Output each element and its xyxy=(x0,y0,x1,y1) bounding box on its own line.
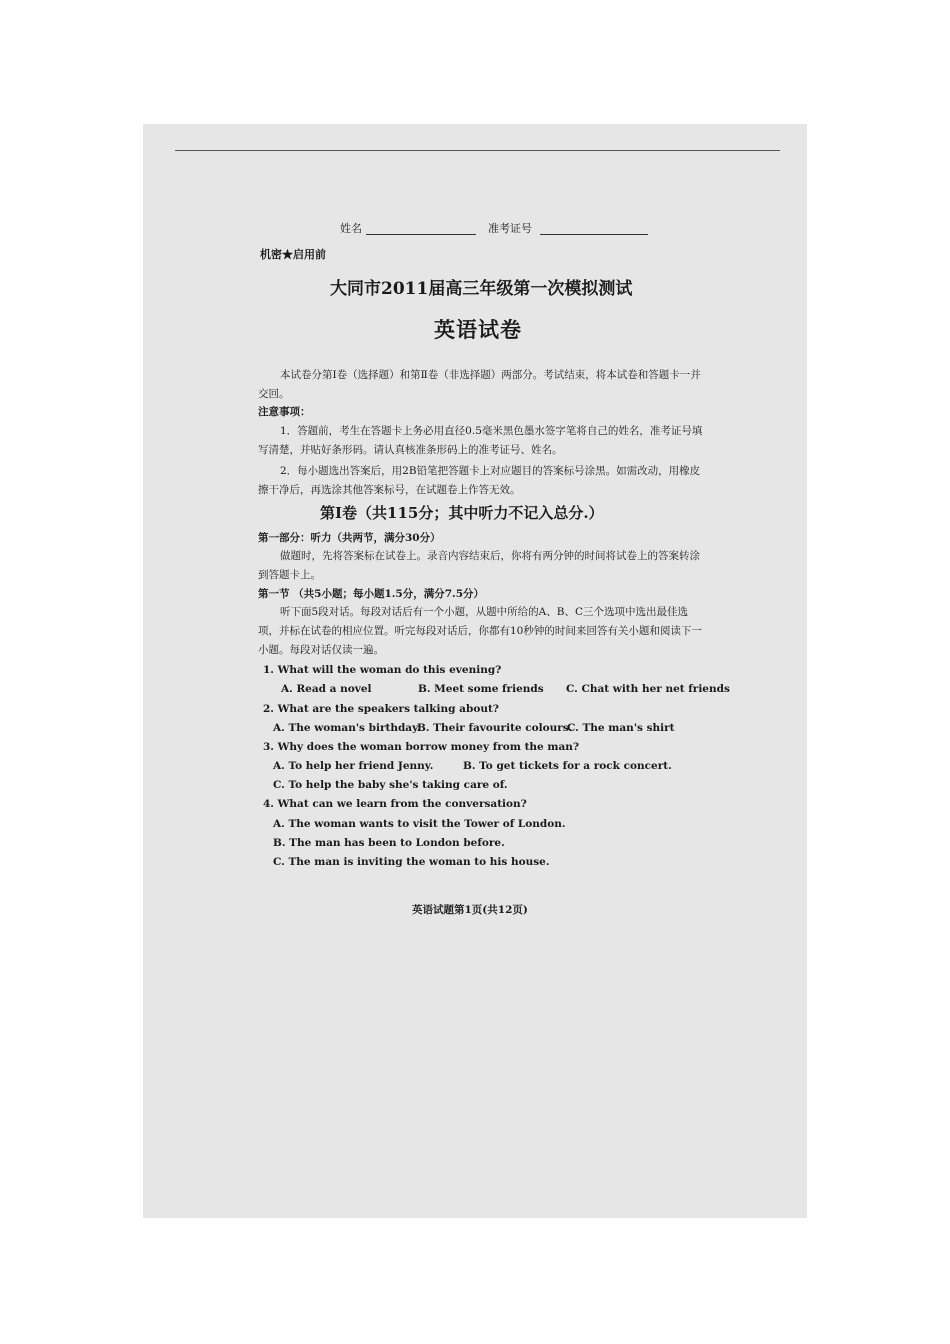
section-instruction: 听下面5段对话。每段对话后有一个小题，从题中所给的A、B、C三个选项中选出最佳选项，并标在试卷的相应位置。听完每段对话后，你都有10秒钟的时间来回答有关小题和阅读下一小题。每段对话仅读一遍。 xyxy=(258,606,702,656)
note-item: 1．答题前，考生在答题卡上务必用直径0.5毫米黑色墨水签字笔将自己的姓名，准考证号填写清楚，并贴好条形码。请认真核准条形码上的准考证号、姓名。 xyxy=(258,425,703,456)
option-c: C. The man is inviting the woman to his house. xyxy=(273,856,550,868)
name-label: 姓名 xyxy=(340,222,362,235)
exam-number-label: 准考证号 xyxy=(488,222,532,235)
section-heading: 第一节 （共5小题；每小题1.5分，满分7.5分） xyxy=(258,588,484,600)
question-text: 3. Why does the woman borrow money from the man? xyxy=(263,741,580,753)
option-c: C. Chat with her net friends xyxy=(566,683,730,695)
part-instruction: 做题时，先将答案标在试卷上。录音内容结束后，你将有两分钟的时间将试卷上的答案转涂到答题卡上。 xyxy=(258,550,700,581)
option-c: C. To help the baby she's taking care of. xyxy=(273,779,508,791)
question-text: 2. What are the speakers talking about? xyxy=(263,703,499,715)
option-c: C. The man's shirt xyxy=(567,722,675,734)
part-heading: 第一部分：听力（共两节，满分30分） xyxy=(258,532,441,544)
notes-heading: 注意事项： xyxy=(258,406,311,418)
exam-number-field xyxy=(540,222,648,235)
option-b: B. To get tickets for a rock concert. xyxy=(463,760,672,772)
section-title: 第Ⅰ卷（共115分；其中听力不记入总分.） xyxy=(320,504,604,522)
page-footer: 英语试题第1页(共12页) xyxy=(412,904,528,916)
question-text: 1. What will the woman do this evening? xyxy=(263,664,502,676)
subject-title: 英语试卷 xyxy=(434,317,522,342)
option-b: B. Their favourite colours. xyxy=(417,722,573,734)
secret-mark: 机密★启用前 xyxy=(260,248,326,261)
exam-title: 大同市2011届高三年级第一次模拟测试 xyxy=(330,279,633,299)
option-a: A. The woman wants to visit the Tower of London. xyxy=(273,818,566,830)
option-a: A. The woman's birthday. xyxy=(273,722,421,734)
note-item: 2．每小题选出答案后，用2B铅笔把答题卡上对应题目的答案标号涂黑。如需改动，用橡皮擦干净后，再选涂其他答案标号，在试题卷上作答无效。 xyxy=(258,465,701,496)
name-field xyxy=(366,222,476,235)
option-b: B. The man has been to London before. xyxy=(273,837,505,849)
option-a: A. Read a novel xyxy=(281,683,372,695)
top-rule xyxy=(175,150,780,151)
intro-paragraph: 本试卷分第Ⅰ卷（选择题）和第Ⅱ卷（非选择题）两部分。考试结束，将本试卷和答题卡一并交回。 xyxy=(258,369,701,400)
option-b: B. Meet some friends xyxy=(418,683,544,695)
question-text: 4. What can we learn from the conversation? xyxy=(263,798,527,810)
option-a: A. To help her friend Jenny. xyxy=(273,760,434,772)
